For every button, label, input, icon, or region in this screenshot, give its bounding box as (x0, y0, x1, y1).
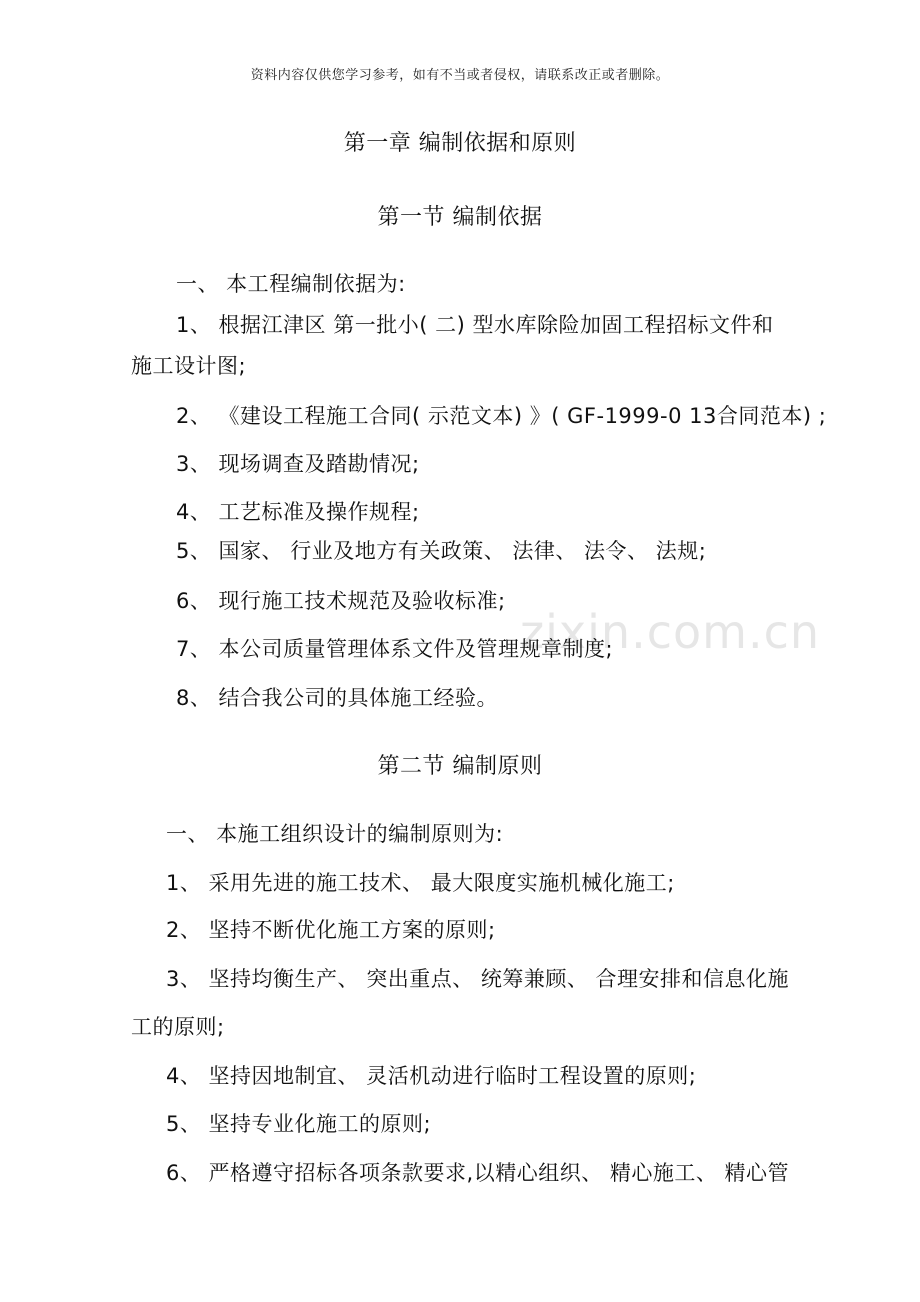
principles-item-3: 3、 坚持均衡生产、 突出重点、 统筹兼顾、 合理安排和信息化施 (166, 967, 790, 991)
principles-item-1: 1、 采用先进的施工技术、 最大限度实施机械化施工; (166, 871, 675, 895)
basis-item-3: 3、 现场调查及踏勘情况; (176, 452, 420, 476)
disclaimer-header: 资料内容仅供您学习参考，如有不当或者侵权，请联系改正或者删除。 (250, 68, 670, 83)
basis-item-1: 1、 根据江津区 第一批小( 二) 型水库除险加固工程招标文件和 (176, 313, 774, 337)
principles-item-6: 6、 严格遵守招标各项条款要求,以精心组织、 精心施工、 精心管 (166, 1161, 790, 1185)
basis-item-2: 2、 《建设工程施工合同( 示范文本) 》( GF-1999-0 13合同范本) ; (176, 404, 827, 428)
principles-item-2: 2、 坚持不断优化施工方案的原则; (166, 918, 496, 942)
chapter-title: 第一章 编制依据和原则 (343, 131, 577, 156)
basis-item-1-cont: 施工设计图; (131, 354, 247, 378)
principles-item-4: 4、 坚持因地制宜、 灵活机动进行临时工程设置的原则; (166, 1064, 697, 1088)
basis-item-7: 7、 本公司质量管理体系文件及管理规章制度; (176, 637, 614, 661)
watermark-text: zixin.com.cn (520, 605, 821, 659)
principles-intro: 一、 本施工组织设计的编制原则为: (166, 822, 504, 846)
basis-item-6: 6、 现行施工技术规范及验收标准; (176, 589, 506, 613)
section-title-basis: 第一节 编制依据 (377, 205, 543, 230)
basis-intro: 一、 本工程编制依据为: (176, 272, 406, 296)
principles-item-5: 5、 坚持专业化施工的原则; (166, 1112, 432, 1136)
principles-item-3-cont: 工的原则; (131, 1015, 225, 1039)
basis-item-8: 8、 结合我公司的具体施工经验。 (176, 686, 499, 710)
basis-item-5: 5、 国家、 行业及地方有关政策、 法律、 法令、 法规; (176, 539, 707, 563)
basis-item-4: 4、 工艺标准及操作规程; (176, 500, 420, 524)
section-title-principles: 第二节 编制原则 (377, 754, 543, 779)
